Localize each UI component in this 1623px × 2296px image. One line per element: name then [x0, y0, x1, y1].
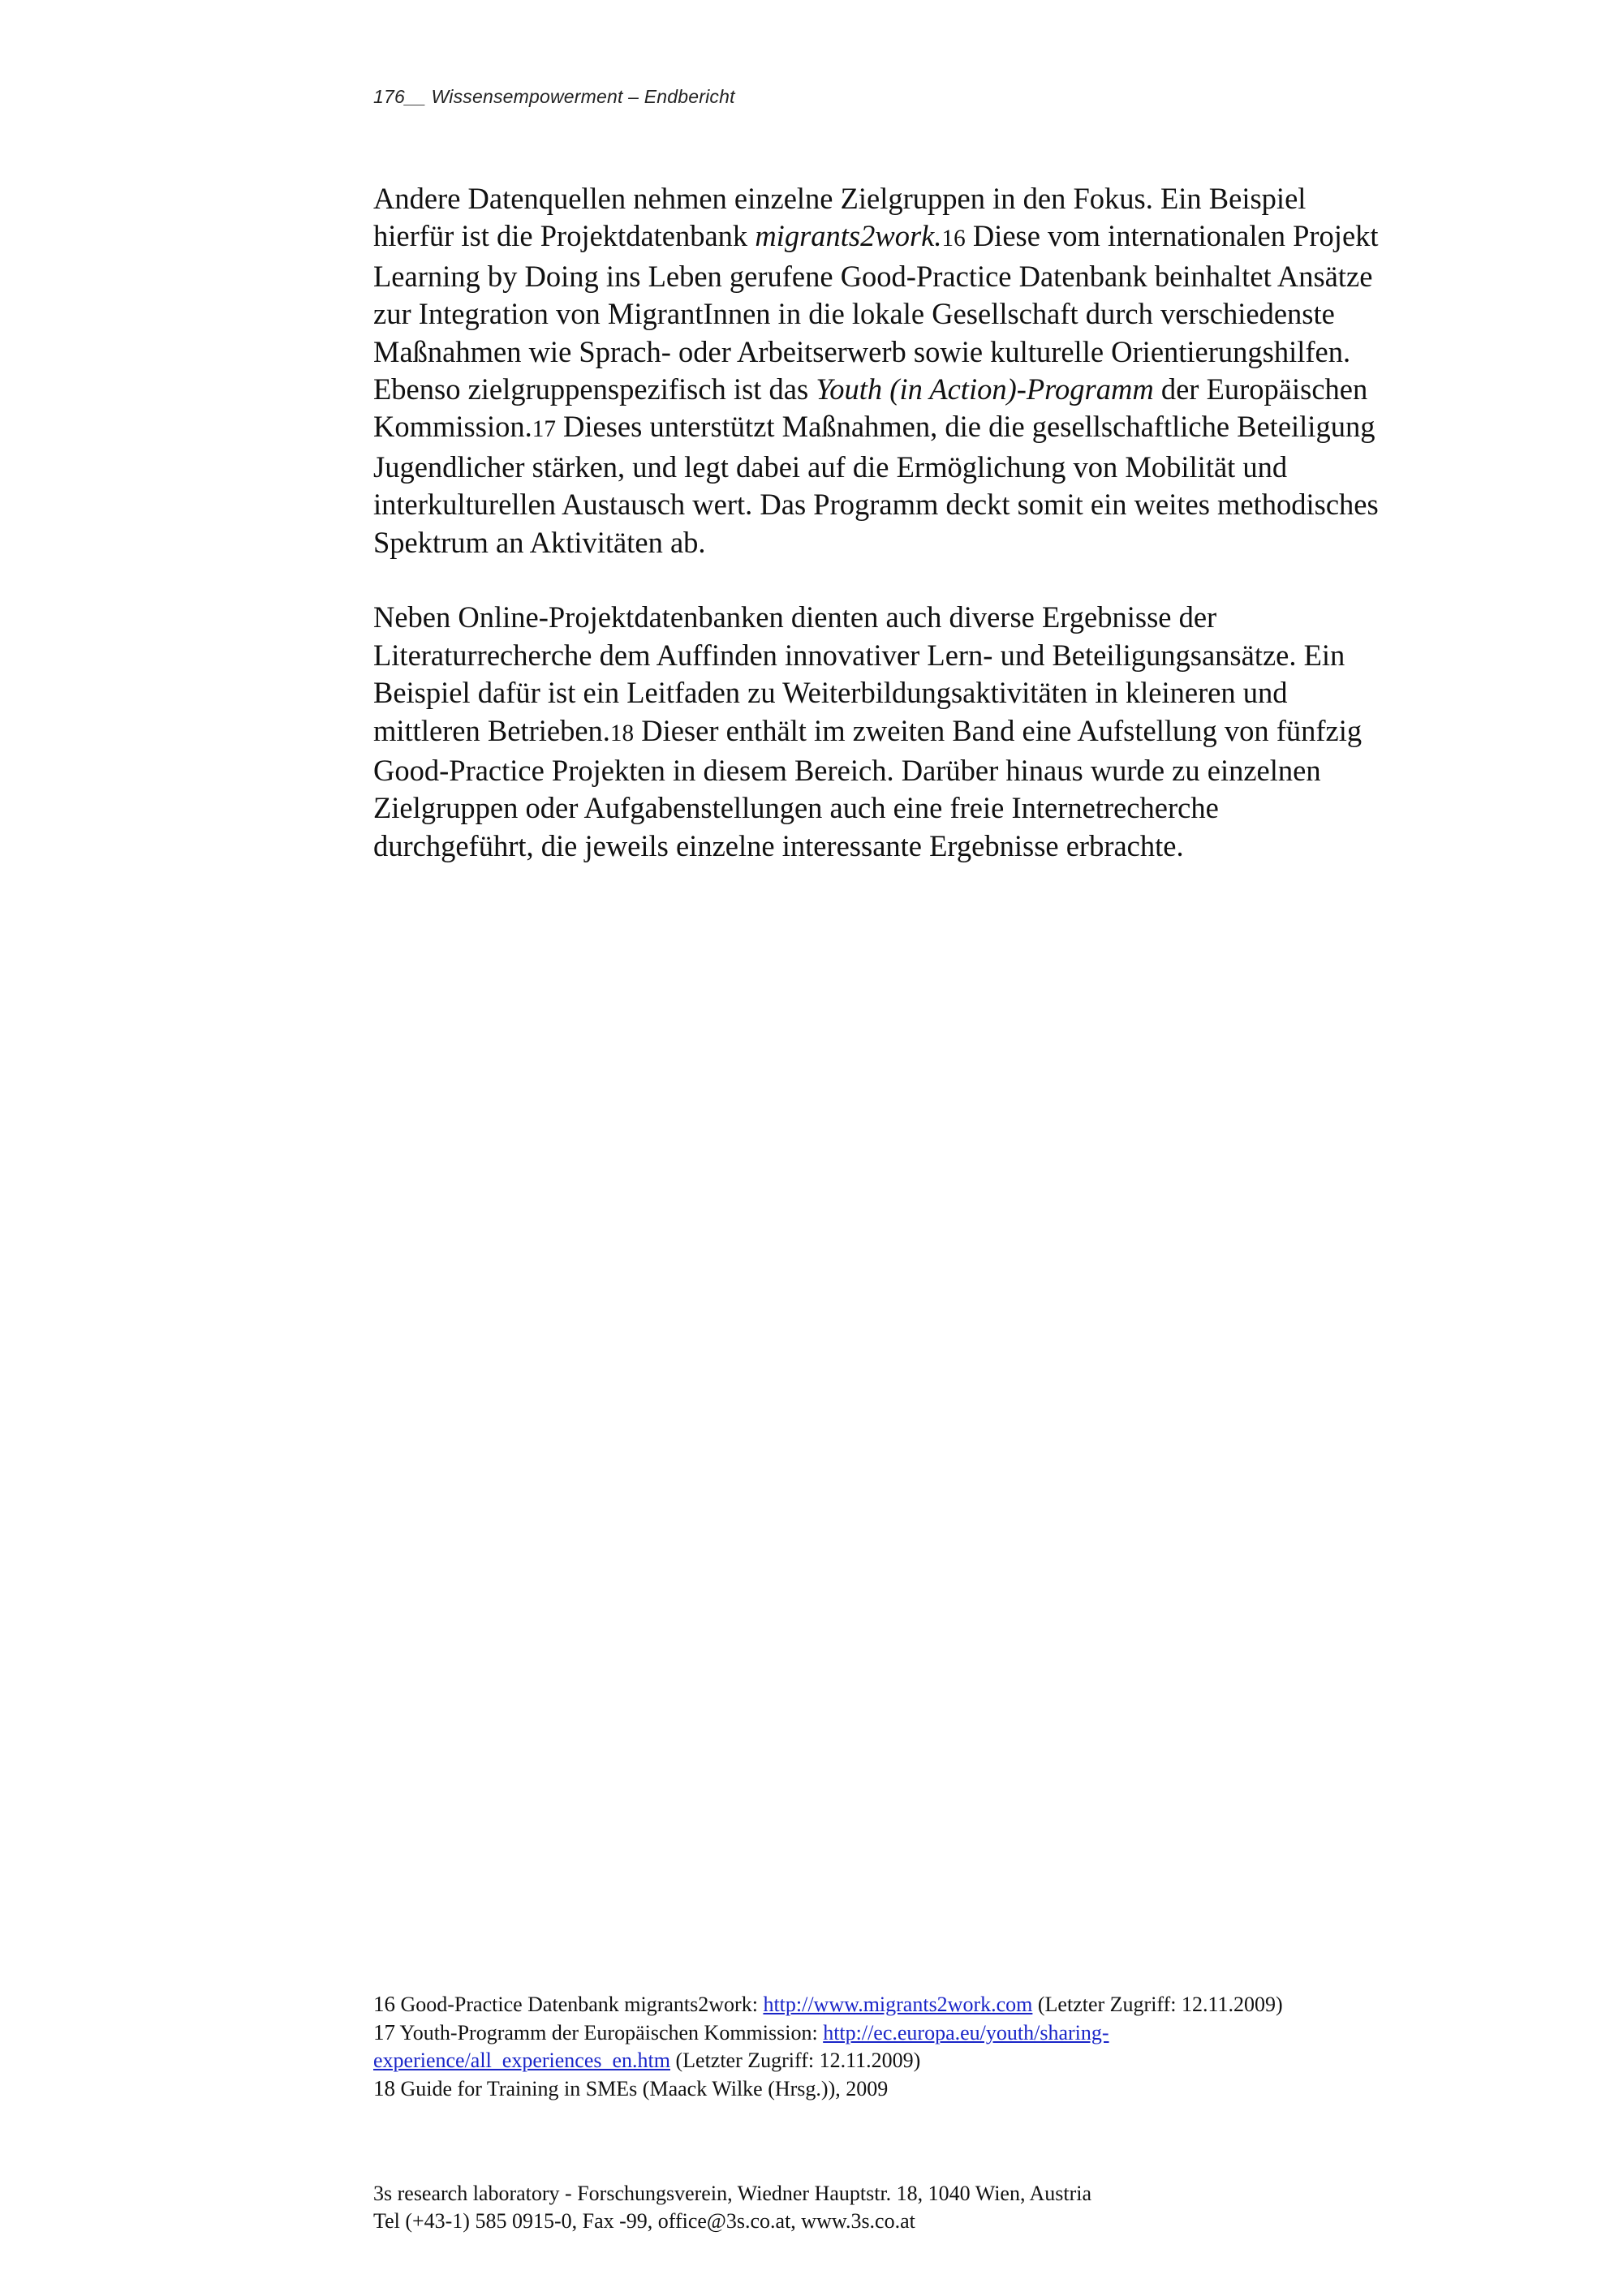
text-line: Maßnahmen wie Sprach- oder Arbeitserwerb sowie kulturelle Orientierungshilfen. [373, 334, 1351, 368]
text-line: Zielgruppen oder Aufgabenstellungen auch eine freie Internetrecherche [373, 791, 1219, 825]
text-run: hierfür ist die Projektdatenbank [373, 219, 756, 253]
running-header: 176__ Wissensempowerment – Endbericht [373, 86, 735, 107]
text-run: Diese vom internationalen Projekt [965, 219, 1379, 253]
body-text [373, 180, 1461, 903]
footnote-link-youth-part2[interactable]: experience/all_experiences_en.htm [373, 2049, 670, 2072]
text-run: Ebenso zielgruppenspezifisch ist das [373, 372, 816, 406]
text-line: Good-Practice Projekten in diesem Bereich. Darüber hinaus wurde zu einzelnen [373, 754, 1321, 788]
text-line [373, 408, 1461, 448]
text-line: Spektrum an Aktivitäten ab. [373, 525, 706, 559]
emphasis-migrants2work: migrants2work. [755, 219, 942, 253]
footnote-text: Youth-Programm der Europäischen Kommission: [395, 2021, 824, 2044]
text-run: Dieses unterstützt Maßnahmen, die die gesellschaftliche Beteiligung [555, 410, 1375, 444]
paragraph-2 [373, 599, 1461, 865]
footnote-17-cont [373, 2047, 1461, 2075]
footnote-number: 18 [373, 2076, 395, 2100]
footnote-ref-16[interactable]: 16 [941, 226, 966, 252]
text-line: Beispiel dafür ist ein Leitfaden zu Weiterbildungsaktivitäten in kleineren und [373, 676, 1288, 710]
text-run: mittleren Betrieben. [373, 713, 610, 747]
text-line: Jugendlicher stärken, und legt dabei auf die Ermöglichung von Mobilität und [373, 449, 1288, 484]
footnote-ref-17[interactable]: 17 [532, 416, 556, 443]
footnote-link-youth-part1[interactable]: http://ec.europa.eu/youth/sharing- [823, 2021, 1109, 2044]
footer-address: 3s research laboratory - Forschungsverein, Wiedner Hauptstr. 18, 1040 Wien, Austria [373, 2182, 1092, 2205]
footnote-17 [373, 2019, 1461, 2047]
text-run: der Europäischen [1153, 372, 1368, 406]
text-line [373, 217, 1461, 257]
text-line: zur Integration von MigrantInnen in die lokale Gesellschaft durch verschiedenste [373, 297, 1335, 331]
text-run: Dieser enthält im zweiten Band eine Aufstellung von fünfzig [634, 713, 1363, 747]
footnote-text: Good-Practice Datenbank migrants2work: [395, 1993, 764, 2016]
text-line: Literaturrecherche dem Auffinden innovativer Lern- und Beteiligungsansätze. Ein [373, 638, 1345, 672]
text-line: Andere Datenquellen nehmen einzelne Zielgruppen in den Fokus. Ein Beispiel [373, 182, 1307, 215]
text-line: interkulturellen Austausch wert. Das Programm deckt somit ein weites methodisches [373, 488, 1379, 522]
footnote-18 [373, 2075, 1461, 2103]
footnotes [373, 1990, 1461, 2103]
text-line: Learning by Doing ins Leben gerufene Good-Practice Datenbank beinhaltet Ansätze [373, 259, 1373, 293]
footnote-number: 17 [373, 2020, 395, 2044]
emphasis-youth-programm: Youth (in Action)-Programm [816, 372, 1154, 406]
text-run: Kommission. [373, 410, 532, 444]
text-line: Neben Online-Projektdatenbanken dienten auch diverse Ergebnisse der [373, 600, 1217, 634]
page-footer [373, 2180, 1461, 2235]
footnote-16 [373, 1990, 1461, 2019]
footnote-ref-18[interactable]: 18 [609, 720, 635, 746]
footnote-text: (Letzter Zugriff: 12.11.2009) [1032, 1993, 1283, 2016]
footnote-text: (Letzter Zugriff: 12.11.2009) [669, 2049, 921, 2072]
footnote-link-migrants2work[interactable]: http://www.migrants2work.com [763, 1993, 1033, 2016]
footnote-text: Guide for Training in SMEs (Maack Wilke (Hrsg.)), 2009 [395, 2077, 889, 2100]
text-line [373, 371, 1461, 408]
footnote-number: 16 [373, 1992, 395, 2016]
text-line [373, 712, 1461, 752]
paragraph-1 [373, 180, 1461, 561]
footer-contact: Tel (+43-1) 585 0915-0, Fax -99, office@3s.co.at, www.3s.co.at [373, 2209, 915, 2233]
text-line: durchgeführt, die jeweils einzelne interessante Ergebnisse erbrachte. [373, 828, 1184, 862]
